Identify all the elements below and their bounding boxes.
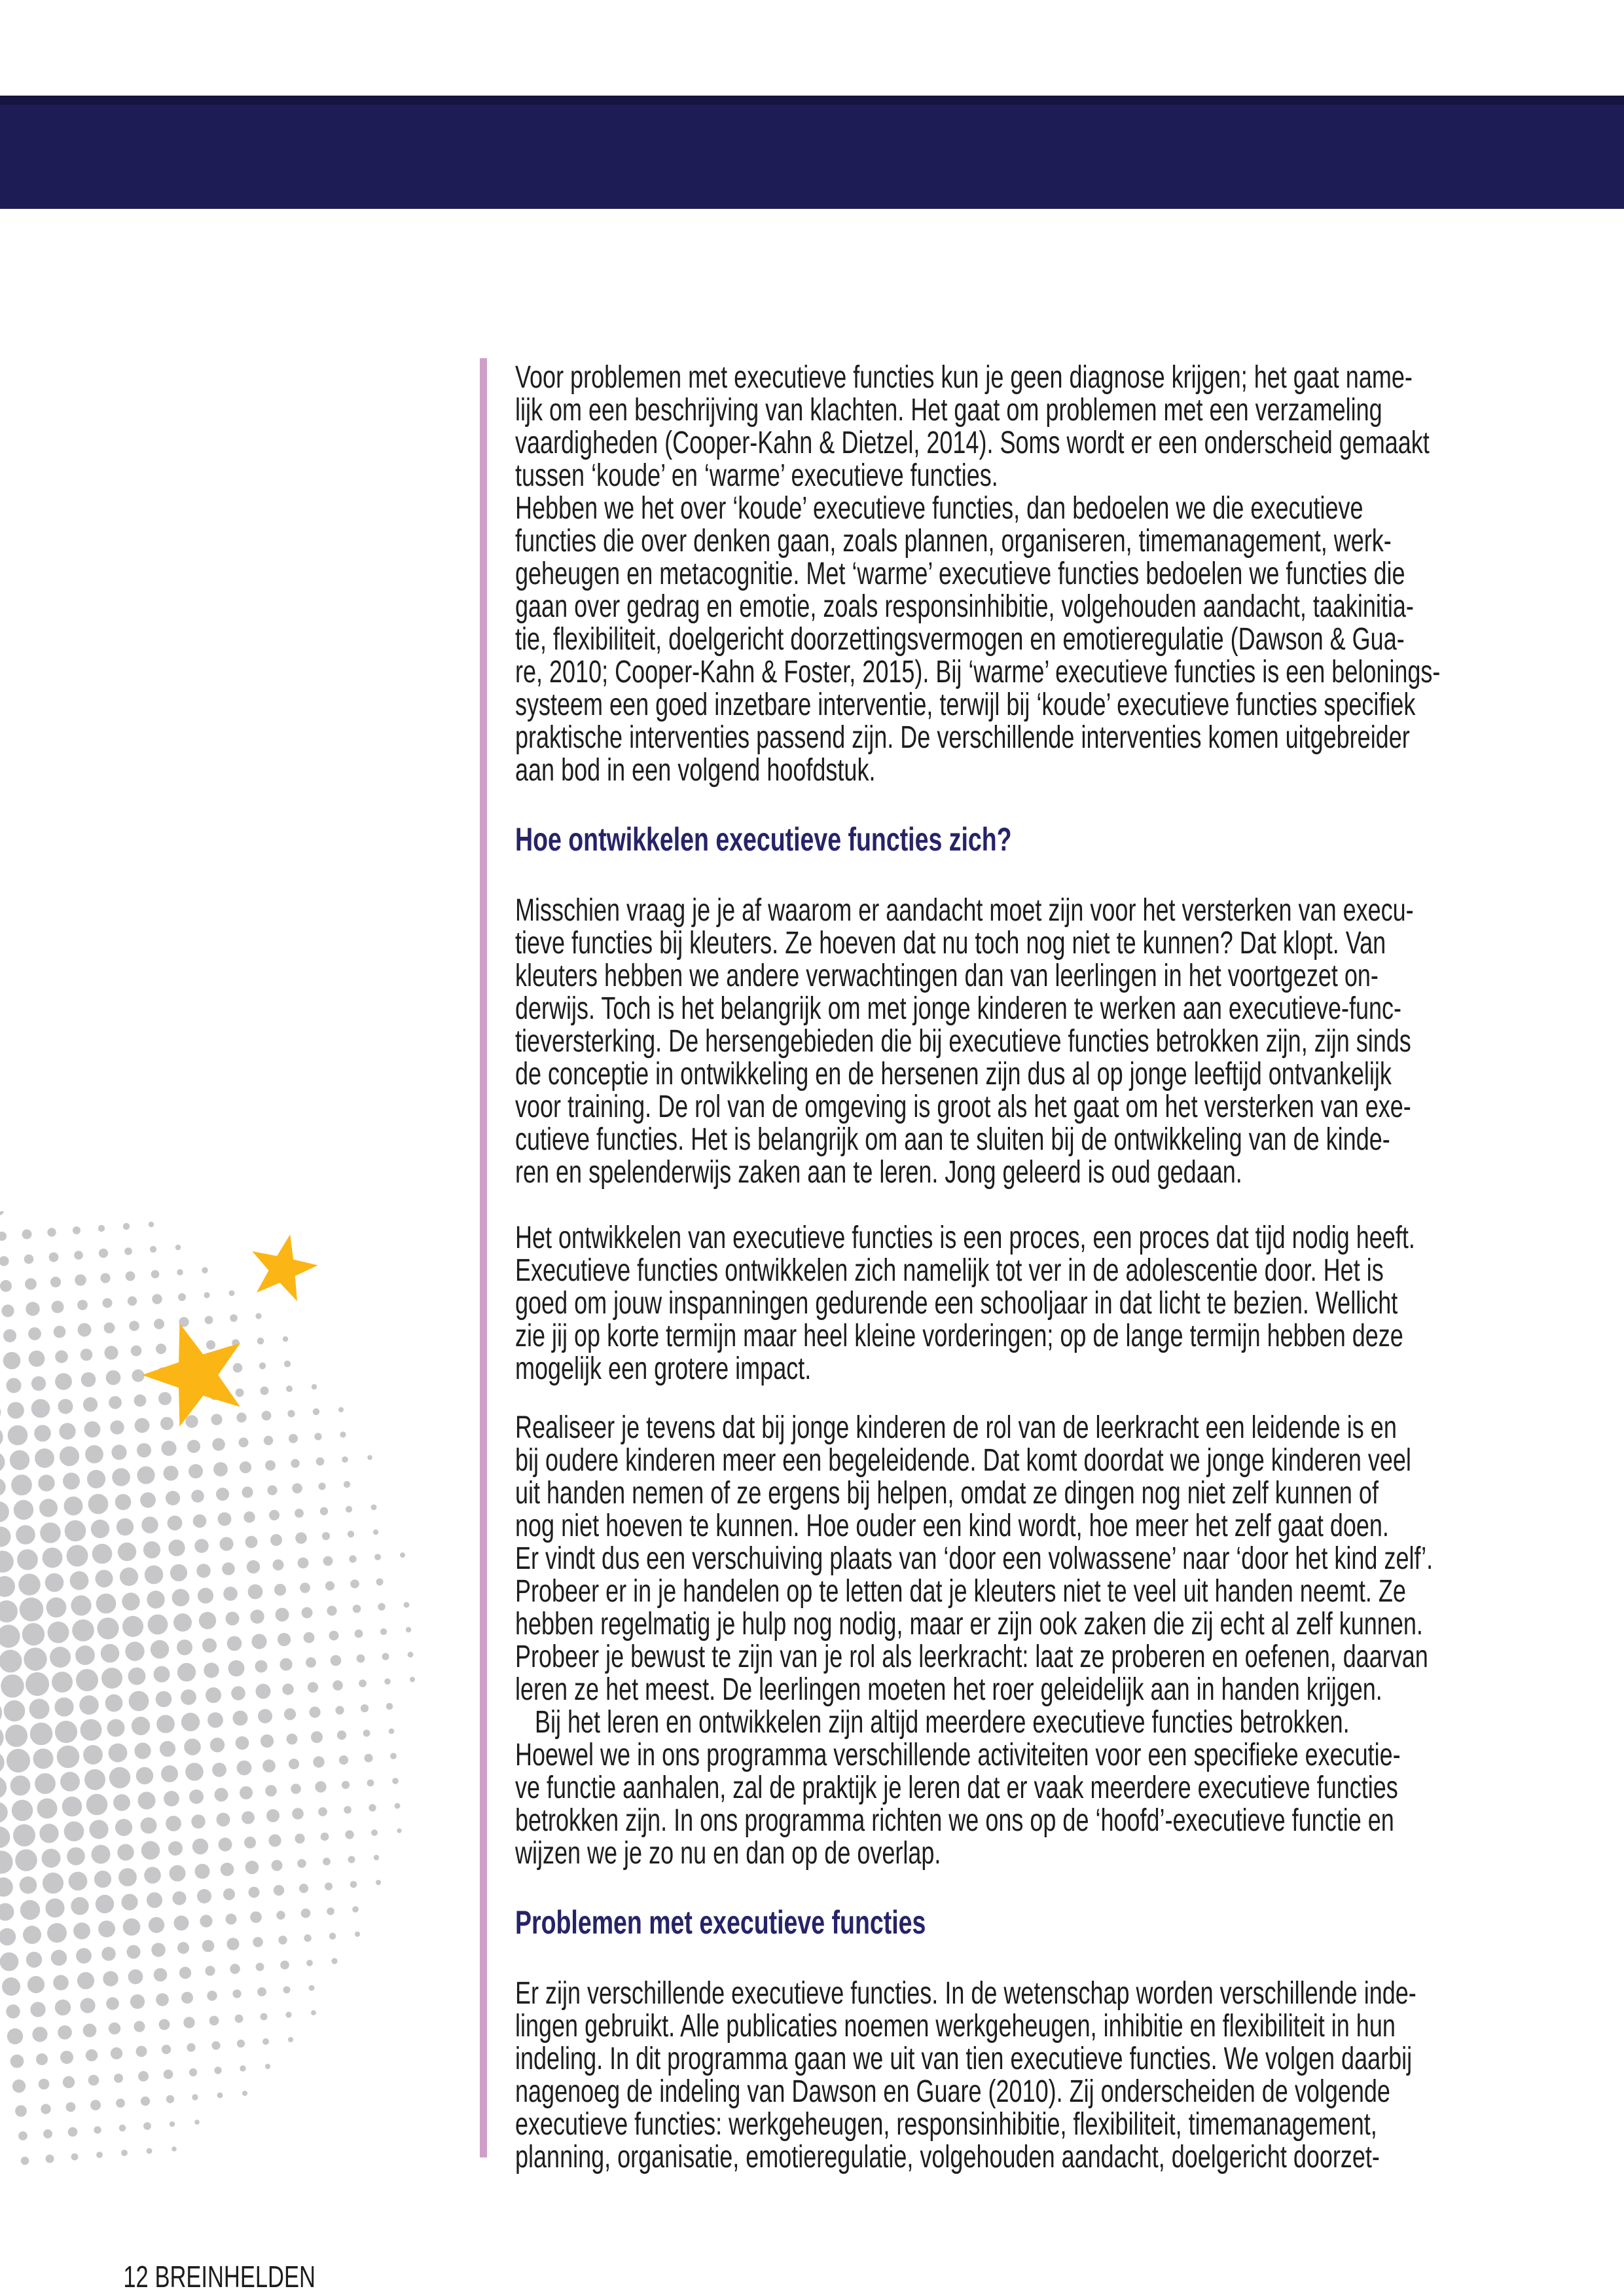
text-line: systeem een goed inzetbare interventie, terwijl bij ‘koude’ executieve functies specifiek [515,688,1416,722]
text-line: Hoewel we in ons programma verschillende activiteiten voor een specifieke executie- [515,1738,1401,1772]
text-line: ve functie aanhalen, zal de praktijk je leren dat er vaak meerdere executieve functies [515,1770,1398,1805]
text-line: tie, flexibiliteit, doelgericht doorzettingsvermogen en emotieregulatie (Dawson & Gua- [515,622,1405,657]
section-heading-problems: Problemen met executieve functies [515,1904,926,1941]
text-line: kleuters hebben we andere verwachtingen dan van leerlingen in het voortgezet on- [515,959,1379,993]
text-line: Er zijn verschillende executieve functies. In de wetenschap worden verschillende inde- [515,1976,1416,2011]
top-banner [0,96,1624,209]
text-line: hebben regelmatig je hulp nog nodig, maar er zijn ook zaken die zij echt al zelf kunnen. [515,1607,1423,1642]
text-line: lingen gebruikt. Alle publicaties noemen werkgeheugen, inhibitie en flexibiliteit in hun [515,2009,1396,2044]
paragraph-process [515,1222,1415,1385]
page-footer [98,2228,316,2293]
text-line: Probeer er in je handelen op te letten dat je kleuters niet te veel uit handen neemt. Ze [515,1574,1406,1609]
text-line: leren ze het meest. De leerlingen moeten het roer geleidelijk aan in handen krijgen. [515,1672,1382,1707]
text-line: planning, organisatie, emotieregulatie, volgehouden aandacht, doelgericht doorzet- [515,2140,1380,2174]
text-line: nog niet hoeven te kunnen. Hoe ouder een kind wordt, hoe meer het zelf gaat doen. [515,1509,1389,1543]
text-line: Executieve functies ontwikkelen zich namelijk tot ver in de adolescentie door. Het is [515,1253,1384,1288]
text-line: goed om jouw inspanningen gedurende een schooljaar in dat licht te bezien. Wellicht [515,1286,1398,1321]
text-line: vaardigheden (Cooper-Kahn & Dietzel, 2014). Soms wordt er een onderscheid gemaakt [515,426,1430,460]
text-line: betrokken zijn. In ons programma richten we ons op de ‘hoofd’-executieve functie en [515,1803,1394,1838]
page-number: 12 [123,2260,149,2293]
text-line: lijk om een beschrijving van klachten. Het gaat om problemen met een verzameling [515,393,1382,428]
text-line: de conceptie in ontwikkeling en de hersenen zijn dus al op jonge leeftijd ontvankelijk [515,1057,1392,1091]
section-heading-development: Hoe ontwikkelen executieve functies zich? [515,821,1012,858]
text-line: Misschien vraag je je af waarom er aandacht moet zijn voor het versterken van execu- [515,893,1414,928]
text-line: cutieve functies. Het is belangrijk om aan te sluiten bij de ontwikkeling van de kinde- [515,1122,1390,1157]
text-line: zie jij op korte termijn maar heel kleine vorderingen; op de lange termijn hebben deze [515,1319,1403,1353]
text-line: mogelijk een grotere impact. [515,1351,812,1386]
text-line: ren en spelenderwijs zaken aan te leren. Jong geleerd is oud gedaan. [515,1155,1242,1190]
paragraph-teacher-role [515,1412,1433,1870]
paragraph-intro [515,361,1440,787]
text-line: Er vindt dus een verschuiving plaats van ‘door een volwassene’ naar ‘door het kind zelf’. [515,1541,1434,1576]
text-line: Hebben we het over ‘koude’ executieve functies, dan bedoelen we die executieve [515,491,1363,526]
text-line: tussen ‘koude’ en ‘warme’ executieve functies. [515,458,998,493]
text-line: tieversterking. De hersengebieden die bij executieve functies betrokken zijn, zijn sinds [515,1024,1411,1059]
text-line: aan bod in een volgend hoofdstuk. [515,753,876,788]
text-line: voor training. De rol van de omgeving is groot als het gaat om het versterken van exe- [515,1090,1411,1124]
text-line: executieve functies: werkgeheugen, responsinhibitie, flexibiliteit, timemanagement, [515,2107,1377,2142]
accent-line [480,358,487,2157]
text-line: praktische interventies passend zijn. De verschillende interventies komen uitgebreider [515,720,1410,755]
text-line: bij oudere kinderen meer een begeleidende. Dat komt doordat we jonge kinderen veel [515,1443,1411,1478]
text-line: geheugen en metacognitie. Met ‘warme’ executieve functies bedoelen we functies die [515,557,1405,591]
text-line: tieve functies bij kleuters. Ze hoeven dat nu toch nog niet te kunnen? Dat klopt. Van [515,926,1386,961]
text-line: nagenoeg de indeling van Dawson en Guare (2010). Zij onderscheiden de volgende [515,2074,1390,2109]
star-icon [252,1234,318,1301]
text-line: gaan over gedrag en emotie, zoals responsinhibitie, volgehouden aandacht, taakinitia- [515,589,1414,624]
text-line: Het ontwikkelen van executieve functies is een proces, een proces dat tijd nodig heeft. [515,1220,1415,1255]
text-line: uit handen nemen of ze ergens bij helpen, omdat ze dingen nog niet zelf kunnen of [515,1476,1379,1511]
text-line: derwijs. Toch is het belangrijk om met jonge kinderen te werken aan executieve-func- [515,991,1402,1026]
text-line: Probeer je bewust te zijn van je rol als leerkracht: laat ze proberen en oefenen, daarvan [515,1640,1428,1674]
star-icon [142,1323,240,1427]
halftone-decoration [0,1211,445,2174]
book-title: BREINHELDEN [154,2260,316,2293]
text-line: Voor problemen met executieve functies kun je geen diagnose krijgen; het gaat name- [515,360,1413,395]
paragraph-classification [515,1977,1416,2174]
text-line: functies die over denken gaan, zoals plannen, organiseren, timemanagement, werk- [515,524,1392,559]
text-line: indeling. In dit programma gaan we uit van tien executieve functies. We volgen daarbij [515,2042,1413,2076]
text-line: re, 2010; Cooper-Kahn & Foster, 2015). Bij ‘warme’ executieve functies is een belonings- [515,655,1441,689]
text-line: Bij het leren en ontwikkelen zijn altijd meerdere executieve functies betrokken. [515,1705,1350,1740]
text-line: wijzen we je zo nu en dan op de overlap. [515,1836,941,1871]
paragraph-why-kleuters [515,894,1414,1189]
text-line: Realiseer je tevens dat bij jonge kinderen de rol van de leerkracht een leidende is en [515,1410,1397,1445]
